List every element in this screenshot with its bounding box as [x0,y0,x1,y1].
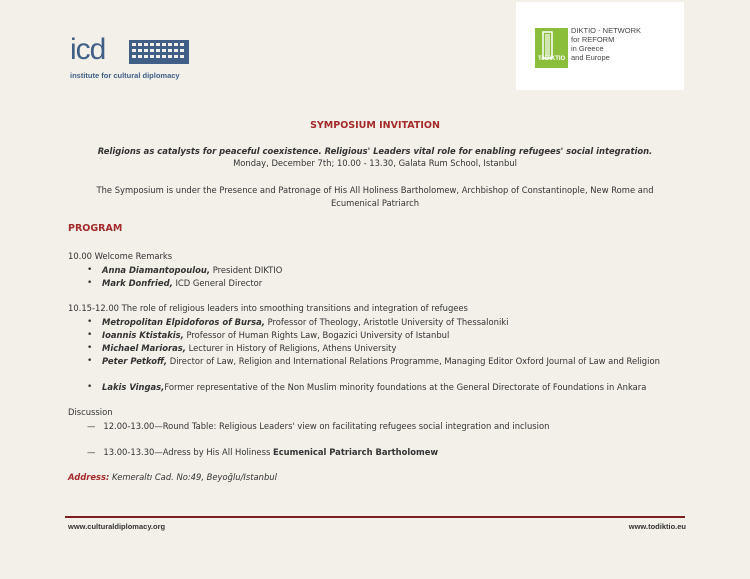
invitation-heading: SYMPOSIUM INVITATION [310,120,440,131]
discussion-label: Discussion [68,407,113,417]
icd-tagline: institute for cultural diplomacy [70,71,180,80]
list-item: • Metropolitan Elpidoforos of Bursa, Professor of Theology, Aristotle University of Thessaloniki [87,317,509,327]
diktio-mark [535,28,568,68]
session-2-title: 10.15-12.00 The role of religious leaders into smoothing transitions and integration of refugees [68,303,468,313]
building-icon [129,38,189,66]
footer-link-left[interactable]: www.culturaldiplomacy.org [68,522,166,531]
symposium-subtitle: Religions as catalysts for peaceful coexistence. Religious' Leaders vital role for enabling refugees' social integration. [97,146,653,156]
footer-divider [65,516,685,518]
icd-logo-mark: icd [70,33,106,66]
list-item: • Michael Marioras, Lecturer in History of Religions, Athens University [87,343,397,353]
date-line: Monday, December 7th; 10.00 - 13.30, Galata Rum School, Istanbul [233,158,517,168]
discussion-item-1: — 12.00-13.00—Round Table: Religious Leaders' view on facilitating refugees social integration and inclusion [87,421,550,431]
diktio-tagline: DIKTIO - NETWORK for REFORM in Greece and Europe [571,26,641,62]
program-label: PROGRAM [68,223,123,234]
session-1-title: 10.00 Welcome Remarks [68,251,173,261]
patronage-text: The Symposium is under the Presence and Patronage of His All Holiness Bartholomew, Archbishop of Constantinople, New Rome and Ecumenical Patriarch [96,185,654,208]
list-item: • Anna Diamantopoulou, President DIKTIO [87,265,283,275]
list-item: • Peter Petkoff, Director of Law, Religion and International Relations Programme, Managing Editor Oxford Journal of Law and Religion [87,356,660,366]
address: Address: Kemeraltı Cad. No:49, Beyoğlu/Istanbul [68,472,277,482]
list-item: • Mark Donfried, ICD General Director [87,278,263,288]
footer-link-right[interactable]: www.todiktio.eu [628,522,686,531]
discussion-item-2: — 13.00-13.30—Adress by His All Holiness Ecumenical Patriarch Bartholomew [87,447,439,457]
list-item: • Ioannis Ktistakis, Professor of Human Rights Law, Bogazici University of Istanbul [87,330,450,340]
diktio-logo [516,2,684,90]
list-item: • Lakis Vingas,Former representative of the Non Muslim minority foundations at the General Directorate of Foundations in Ankara [87,382,647,392]
diktio-mark-text: ToDIKTIO [538,56,566,62]
door-icon [535,28,568,68]
